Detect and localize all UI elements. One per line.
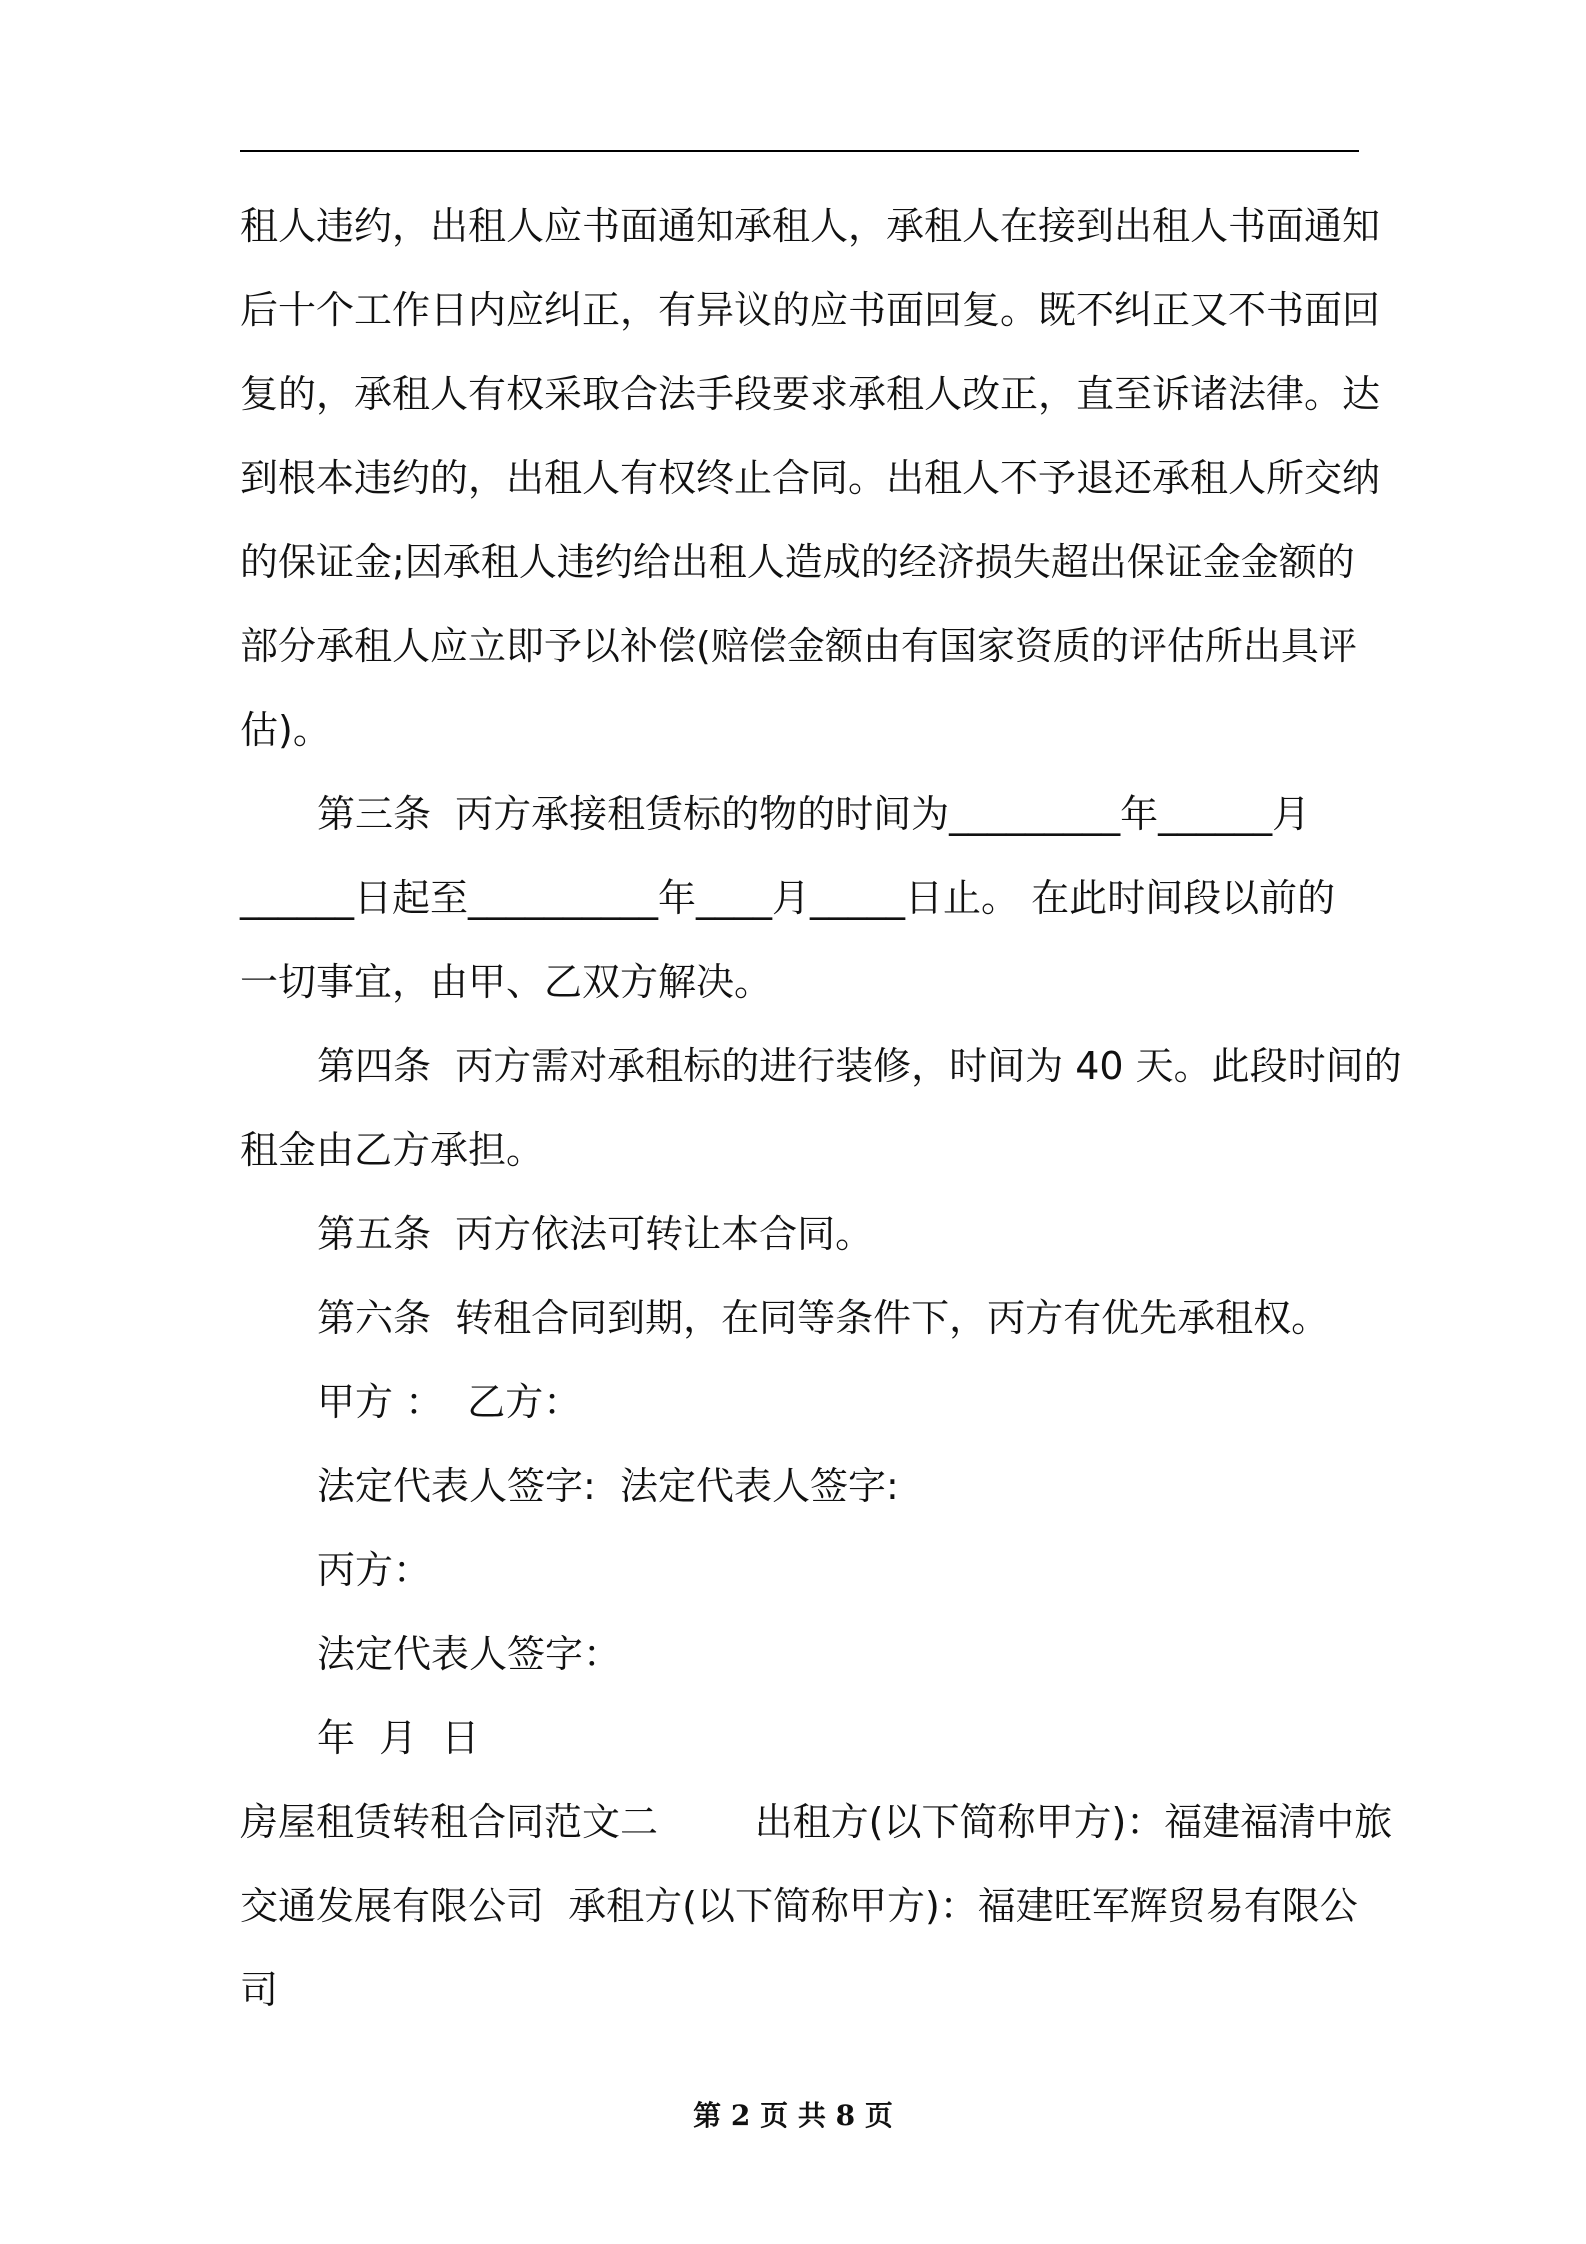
article-5-line: 第五条 丙方依法可转让本合同。 bbox=[317, 1212, 874, 1256]
article-3-line: 一切事宜，由甲、乙双方解决。 bbox=[240, 960, 773, 1004]
paragraph-line: 到根本违约的，出租人有权终止合同。出租人不予退还承租人所交纳 bbox=[240, 456, 1381, 500]
article-6-line: 第六条 转租合同到期，在同等条件下，丙方有优先承租权。 bbox=[317, 1296, 1330, 1340]
party-c-representative-line: 法定代表人签字： bbox=[317, 1632, 622, 1676]
paragraph-line: 估)。 bbox=[240, 708, 331, 752]
article-3-line: ______日起至__________年____月_____日止。 在此时间段以前的 bbox=[240, 876, 1336, 920]
sample-two-line: 司 bbox=[240, 1968, 279, 2012]
header-rule bbox=[240, 150, 1359, 152]
paragraph-line: 复的，承租人有权采取合法手段要求承租人改正，直至诉诸法律。达 bbox=[240, 372, 1381, 416]
sample-two-line: 房屋租赁转租合同范文二 出租方(以下简称甲方)：福建福清中旅 bbox=[240, 1800, 1393, 1844]
date-line: 年 月 日 bbox=[317, 1716, 480, 1760]
signature-parties-line: 甲方 ： 乙方： bbox=[317, 1380, 582, 1424]
page-number: 第 2 页 共 8 页 bbox=[693, 2099, 893, 2132]
paragraph-line: 的保证金;因承租人违约给出租人造成的经济损失超出保证金金额的 bbox=[240, 540, 1355, 584]
article-4-line: 租金由乙方承担。 bbox=[240, 1128, 545, 1172]
paragraph-line: 部分承租人应立即予以补偿(赔偿金额由有国家资质的评估所出具评 bbox=[240, 624, 1357, 668]
party-c-line: 丙方： bbox=[317, 1548, 432, 1592]
sample-two-line: 交通发展有限公司 承租方(以下简称甲方)：福建旺军辉贸易有限公 bbox=[240, 1884, 1358, 1928]
paragraph-line: 后十个工作日内应纠正，有异议的应书面回复。既不纠正又不书面回 bbox=[240, 288, 1381, 332]
paragraph-line: 租人违约，出租人应书面通知承租人，承租人在接到出租人书面通知 bbox=[240, 204, 1381, 248]
signature-representatives-line: 法定代表人签字: 法定代表人签字: bbox=[317, 1464, 899, 1508]
article-3-line: 第三条 丙方承接租赁标的物的时间为_________年______月 bbox=[317, 792, 1311, 836]
article-4-line: 第四条 丙方需对承租标的进行装修，时间为 40 天。此段时间的 bbox=[317, 1044, 1402, 1088]
